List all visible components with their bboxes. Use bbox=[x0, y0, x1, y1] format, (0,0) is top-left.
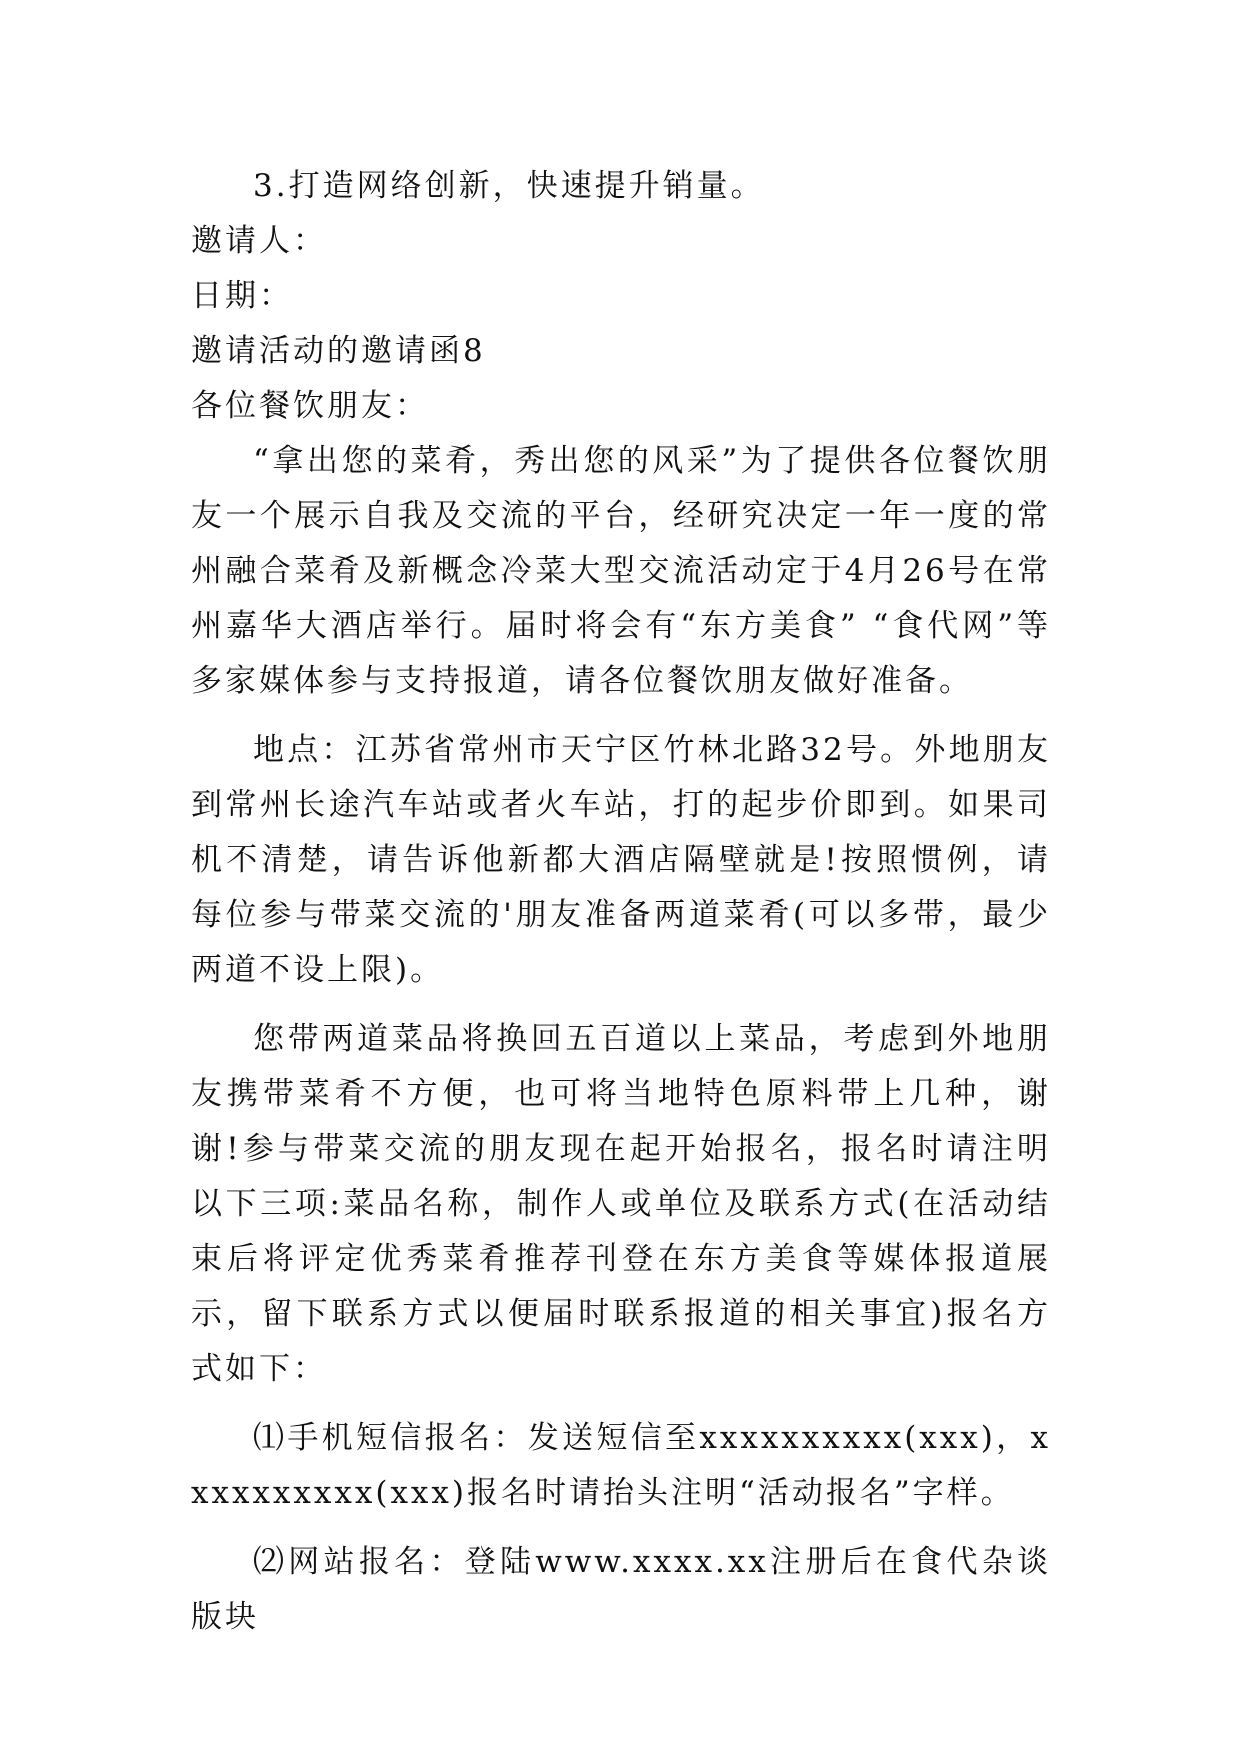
sms-registration-paragraph: ⑴手机短信报名：发送短信至xxxxxxxxxx(xxx)，xxxxxxxxxx(xxx)报名时请抬头注明“活动报名”字样。 bbox=[191, 1420, 1051, 1511]
location-paragraph: 地点：江苏省常州市天宁区竹林北路32号。外地朋友到常州长途汽车站或者火车站，打的起步价即到。如果司机不清楚，请告诉他新都大酒店隔壁就是!按照惯例，请每位参与带菜交流的'朋友准备两道菜肴(可以多带，最少两道不设上限)。 bbox=[191, 732, 1051, 988]
list-item-3: 3.打造网络创新，快速提升销量。 bbox=[253, 168, 765, 204]
section-heading: 邀请活动的邀请函8 bbox=[191, 333, 486, 369]
date-line: 日期： bbox=[191, 278, 293, 314]
document-body bbox=[191, 159, 1051, 1645]
inviter-line: 邀请人： bbox=[191, 223, 327, 259]
salutation: 各位餐饮朋友： bbox=[191, 388, 429, 424]
web-registration-paragraph: ⑵网站报名：登陆www.xxxx.xx注册后在食代杂谈版块 bbox=[191, 1544, 1051, 1635]
intro-paragraph: “拿出您的菜肴，秀出您的风采”为了提供各位餐饮朋友一个展示自我及交流的平台，经研究决定一年一度的常州融合菜肴及新概念冷菜大型交流活动定于4月26号在常州嘉华大酒店举行。届时将会有“东方美食” “食代网”等多家媒体参与支持报道，请各位餐饮朋友做好准备。 bbox=[191, 443, 1051, 699]
registration-paragraph: 您带两道菜品将换回五百道以上菜品，考虑到外地朋友携带菜肴不方便，也可将当地特色原料带上几种，谢谢!参与带菜交流的朋友现在起开始报名，报名时请注明以下三项:菜品名称，制作人或单位及联系方式(在活动结束后将评定优秀菜肴推荐刊登在东方美食等媒体报道展示，留下联系方式以便届时联系报道的相关事宜)报名方式如下： bbox=[191, 1021, 1051, 1387]
